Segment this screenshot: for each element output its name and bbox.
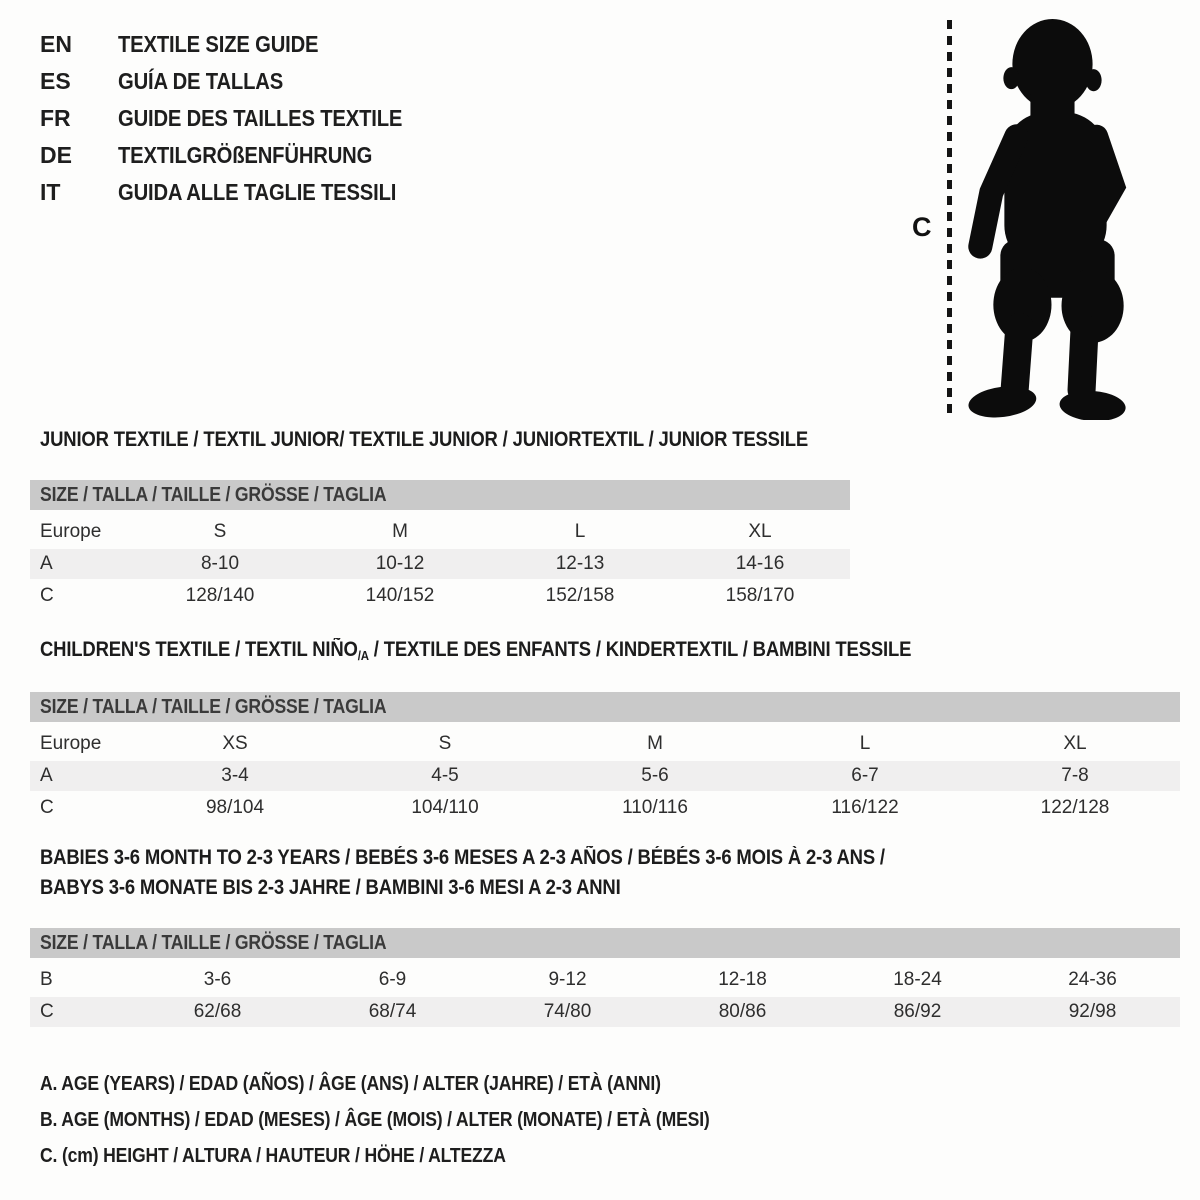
children-section-title-text — [40, 638, 911, 664]
height-value: 116/122 — [831, 797, 899, 818]
row-label: C — [40, 585, 54, 606]
age-value: 7-8 — [1061, 765, 1089, 786]
age-value: 3-6 — [203, 969, 232, 990]
language-row-it — [40, 174, 441, 211]
row-label: Europe — [40, 733, 102, 754]
row-label: C — [40, 1001, 54, 1022]
age-value: 10-12 — [375, 553, 425, 574]
height-value: 152/158 — [545, 585, 615, 606]
age-value: 12-18 — [718, 969, 767, 990]
size-value: M — [392, 521, 408, 542]
babies-title-line1: BABIES 3-6 MONTH TO 2-3 YEARS / BEBÉS 3-6 MESES A 2-3 AÑOS / BÉBÉS 3-6 MOIS À 2-3 ANS / — [40, 846, 885, 869]
children-age-row — [30, 761, 1180, 791]
row-label: Europe — [40, 521, 102, 542]
junior-age-row — [30, 549, 850, 579]
legend-text-a: A. AGE (YEARS) / EDAD (AÑOS) / ÂGE (ANS) / ALTER (JAHRE) / ETÀ (ANNI) — [40, 1072, 661, 1095]
junior-section — [30, 428, 850, 611]
measure-legend — [40, 1066, 801, 1174]
height-measure-dashed-line — [947, 20, 952, 418]
size-value: M — [647, 733, 663, 754]
language-title: GUÍA DE TALLAS — [118, 68, 284, 94]
babies-size-table — [30, 928, 1180, 1027]
size-value: XS — [222, 733, 248, 754]
size-value: S — [438, 733, 452, 754]
size-header-text: SIZE / TALLA / TAILLE / GRÖSSE / TAGLIA — [40, 931, 387, 954]
children-section-title — [40, 638, 1180, 664]
row-label: C — [40, 797, 54, 818]
height-value: 92/98 — [1068, 1001, 1117, 1022]
height-value: 110/116 — [622, 797, 688, 818]
children-height-row — [30, 793, 1180, 823]
height-value: 158/170 — [725, 585, 795, 606]
language-title: TEXTILGRÖßENFÜHRUNG — [118, 142, 373, 168]
language-title: TEXTILE SIZE GUIDE — [118, 31, 319, 57]
legend-line-b — [40, 1102, 801, 1138]
language-code: FR — [40, 105, 71, 131]
age-value: 14-16 — [735, 553, 785, 574]
age-value: 6-9 — [378, 969, 407, 990]
height-value: 62/68 — [193, 1001, 242, 1022]
children-title-pre: CHILDREN'S TEXTILE / TEXTIL NIÑO — [40, 638, 358, 661]
children-sizes-row — [30, 729, 1180, 759]
height-value: 80/86 — [718, 1001, 767, 1022]
language-row-fr — [40, 100, 441, 137]
legend-line-c — [40, 1138, 801, 1174]
age-value: 12-13 — [555, 553, 605, 574]
language-code: EN — [40, 31, 72, 57]
language-row-en — [40, 26, 441, 63]
size-value: S — [213, 521, 227, 542]
legend-line-a — [40, 1066, 801, 1102]
age-value: 3-4 — [221, 765, 249, 786]
size-header-bar — [30, 692, 1180, 722]
size-header-bar — [30, 928, 1180, 958]
size-value: XL — [1063, 733, 1087, 754]
language-title: GUIDA ALLE TAGLIE TESSILI — [118, 179, 397, 205]
babies-section-title — [40, 843, 1180, 903]
age-value: 6-7 — [851, 765, 879, 786]
size-header-text: SIZE / TALLA / TAILLE / GRÖSSE / TAGLIA — [40, 483, 387, 506]
toddler-silhouette-icon — [963, 14, 1151, 420]
babies-age-row — [30, 965, 1180, 995]
height-value: 74/80 — [543, 1001, 592, 1022]
age-value: 5-6 — [641, 765, 669, 786]
language-code: IT — [40, 179, 61, 205]
children-section — [30, 638, 1180, 823]
row-label: A — [40, 765, 53, 786]
height-value: 122/128 — [1040, 797, 1110, 818]
height-value: 104/110 — [411, 797, 479, 818]
legend-text-b: B. AGE (MONTHS) / EDAD (MESES) / ÂGE (MOIS) / ALTER (MONATE) / ETÀ (MESI) — [40, 1108, 710, 1131]
height-value: 98/104 — [205, 797, 265, 818]
language-row-es — [40, 63, 441, 100]
size-value: XL — [748, 521, 772, 542]
junior-size-table — [30, 480, 850, 611]
height-measure-label: C — [912, 212, 932, 242]
babies-title-line2: BABYS 3-6 MONATE BIS 2-3 JAHRE / BAMBINI 3-6 MESI A 2-3 ANNI — [40, 876, 621, 899]
age-value: 8-10 — [200, 553, 240, 574]
row-label: B — [40, 969, 53, 990]
age-value: 9-12 — [548, 969, 587, 990]
age-value: 24-36 — [1068, 969, 1117, 990]
language-title: GUIDE DES TAILLES TEXTILE — [118, 105, 403, 131]
children-size-table — [30, 692, 1180, 823]
age-value: 18-24 — [893, 969, 942, 990]
row-label: A — [40, 553, 53, 574]
legend-text-c: C. (cm) HEIGHT / ALTURA / HAUTEUR / HÖHE / ALTEZZA — [40, 1144, 506, 1167]
size-value: L — [574, 521, 586, 542]
size-header-bar — [30, 480, 850, 510]
height-value: 68/74 — [368, 1001, 417, 1022]
size-value: L — [859, 733, 871, 754]
language-code: DE — [40, 142, 72, 168]
junior-section-title — [40, 428, 850, 452]
height-value: 128/140 — [185, 585, 255, 606]
language-row-de — [40, 137, 441, 174]
junior-sizes-row — [30, 517, 850, 547]
height-value: 86/92 — [893, 1001, 942, 1022]
children-title-sub: /A — [357, 648, 369, 663]
junior-height-row — [30, 581, 850, 611]
age-value: 4-5 — [431, 765, 459, 786]
junior-section-title-text: JUNIOR TEXTILE / TEXTIL JUNIOR/ TEXTILE JUNIOR / JUNIORTEXTIL / JUNIOR TESSILE — [40, 428, 809, 451]
language-list — [40, 26, 441, 211]
babies-section — [30, 843, 1180, 1027]
language-code: ES — [40, 68, 71, 94]
height-value: 140/152 — [365, 585, 435, 606]
size-header-text: SIZE / TALLA / TAILLE / GRÖSSE / TAGLIA — [40, 695, 387, 718]
babies-height-row — [30, 997, 1180, 1027]
children-title-post: / TEXTILE DES ENFANTS / KINDERTEXTIL / BAMBINI TESSILE — [368, 638, 912, 661]
